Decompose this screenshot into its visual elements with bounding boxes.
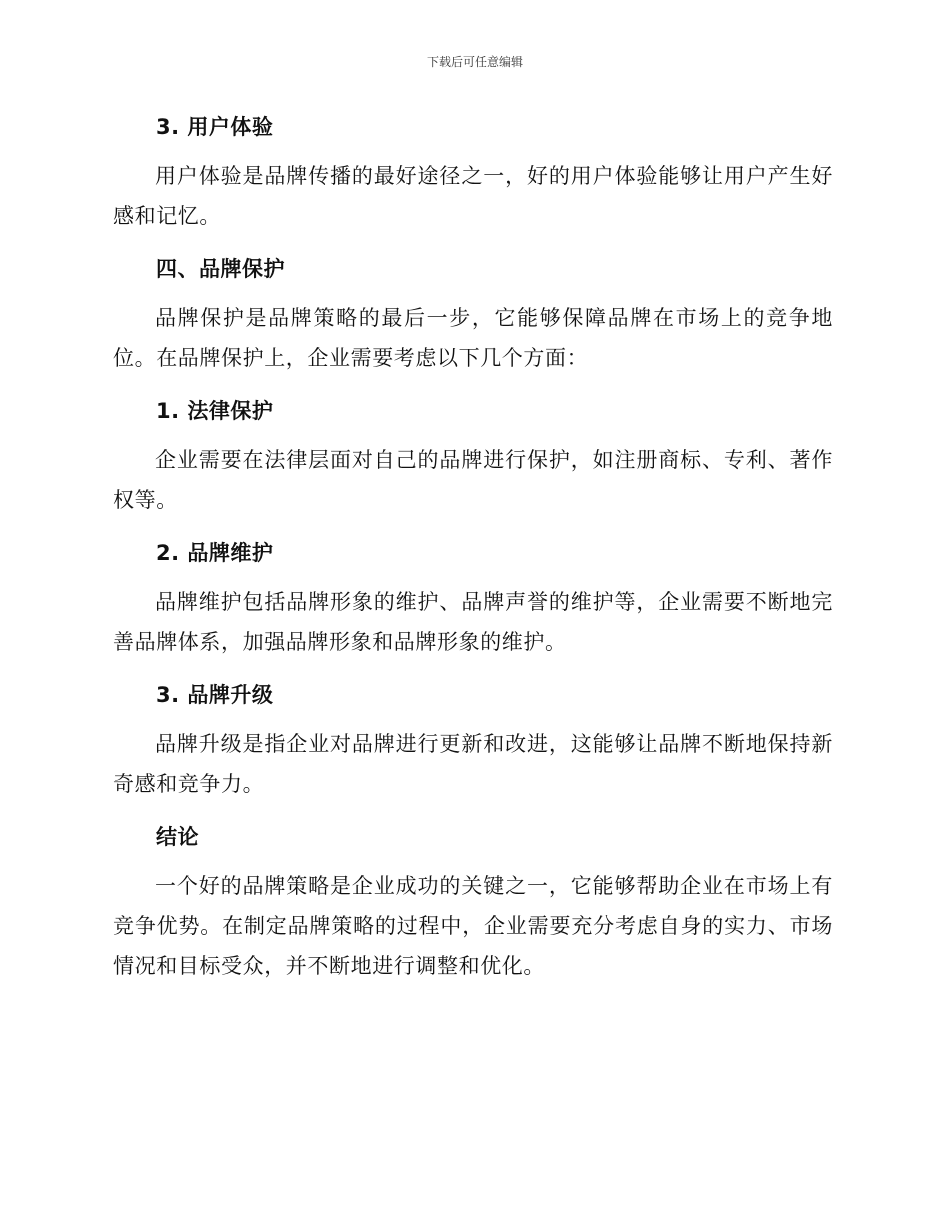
section-heading-conclusion: 结论 <box>156 825 199 849</box>
section-paragraph-brand-upgrade: 品牌升级是指企业对品牌进行更新和改进，这能够让品牌不断地保持新奇感和竞争力。 <box>113 732 833 796</box>
section-paragraph-brand-maintenance: 品牌维护包括品牌形象的维护、品牌声誉的维护等，企业需要不断地完善品牌体系，加强品牌形象和品牌形象的维护。 <box>113 590 833 654</box>
page-header-note: 下载后可任意编辑 <box>426 55 523 69</box>
section-heading-brand-protection: 四、品牌保护 <box>156 257 285 281</box>
section-heading-user-experience: 3. 用户体验 <box>156 115 274 139</box>
section-paragraph-conclusion: 一个好的品牌策略是企业成功的关键之一，它能够帮助企业在市场上有竞争优势。在制定品牌策略的过程中，企业需要充分考虑自身的实力、市场情况和目标受众，并不断地进行调整和优化。 <box>113 874 833 978</box>
section-paragraph-user-experience: 用户体验是品牌传播的最好途径之一，好的用户体验能够让用户产生好感和记忆。 <box>113 164 833 228</box>
section-heading-legal-protection: 1. 法律保护 <box>156 399 274 423</box>
section-paragraph-brand-protection: 品牌保护是品牌策略的最后一步，它能够保障品牌在市场上的竞争地位。在品牌保护上，企业需要考虑以下几个方面： <box>113 306 833 370</box>
document-body <box>113 110 833 986</box>
section-heading-brand-maintenance: 2. 品牌维护 <box>156 541 274 565</box>
section-paragraph-legal-protection: 企业需要在法律层面对自己的品牌进行保护，如注册商标、专利、著作权等。 <box>113 448 833 512</box>
section-heading-brand-upgrade: 3. 品牌升级 <box>156 683 274 707</box>
